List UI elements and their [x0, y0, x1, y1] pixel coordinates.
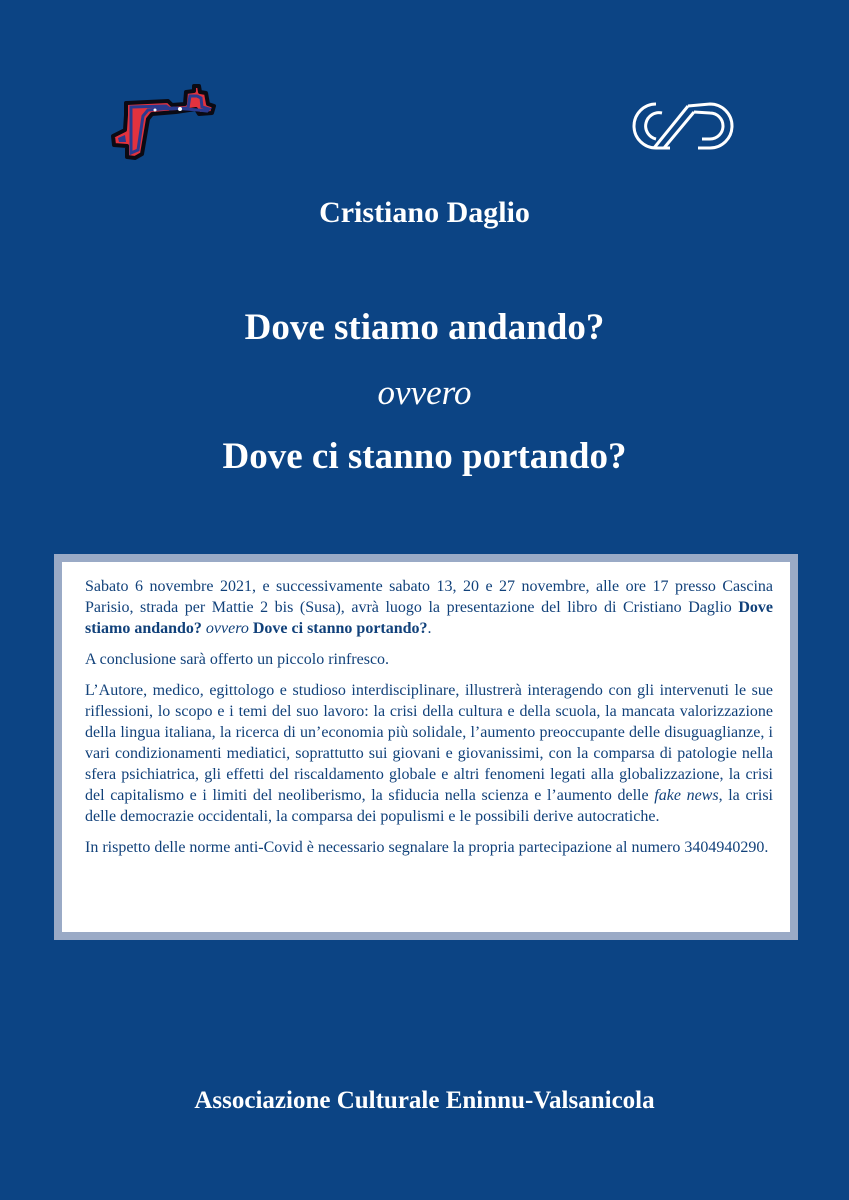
- topics-paragraph: [85, 680, 773, 827]
- topics-fake-news: fake news: [654, 787, 719, 804]
- event-paragraph: [85, 576, 773, 639]
- event-text: Sabato 6 novembre 2021, e successivamente sabato 13, 20 e 27 novembre, alle ore 17 presso Cascina Parisio, strada per Mattie 2 bis (Susa), avrà luogo la presentazione del libro di Cristiano Daglio: [85, 578, 773, 616]
- association-name: Associazione Culturale Eninnu-Valsanicola: [194, 1087, 655, 1114]
- covid-paragraph: In rispetto delle norme anti-Covid è necessario segnalare la propria partecipazione al numero 3404940290.: [85, 839, 769, 856]
- event-title-part1: Dove stiamo andando?: [85, 599, 773, 637]
- refreshment-paragraph: A conclusione sarà offerto un piccolo rinfresco.: [85, 651, 390, 668]
- book-title-connector: ovvero: [377, 373, 472, 412]
- info-box-frame: [54, 554, 798, 940]
- author-name: Cristiano Daglio: [319, 196, 530, 229]
- topics-text-end: , la crisi delle democrazie occidentali, la comparsa dei populismi e le possibili derive autocratiche.: [85, 787, 773, 825]
- info-box: [62, 562, 790, 932]
- infinity-loop-logo-icon: [628, 98, 738, 154]
- event-title-connector: ovvero: [205, 620, 249, 637]
- topics-text: L’Autore, medico, egittologo e studioso interdisciplinare, illustrerà interagendo con gli intervenuti le sue riflessioni, lo scopo e i temi del suo lavoro: la crisi della cultura e della scuola, la mancata valorizzazione della lingua italiana, la ricerca di un’economia più solidale, l’aumento preoccupante delle disuguaglianze, i vari condizionamenti mediatici, soprattutto sui giovani e giovanissimi, con la comparsa di patologie nella sfera psichiatrica, gli effetti del riscaldamento globale e altri fenomeni legati alla globalizzazione, la crisi del capitalismo e i limiti del neoliberismo, la sfiducia nella scienza e l’aumento delle: [85, 682, 773, 804]
- event-title-part2: Dove ci stanno portando?: [252, 620, 428, 637]
- book-title-line1: Dove stiamo andando?: [244, 307, 605, 348]
- event-text-end: .: [427, 620, 432, 637]
- book-title-line2: Dove ci stanno portando?: [222, 436, 627, 477]
- association-emblem-icon: [108, 80, 216, 160]
